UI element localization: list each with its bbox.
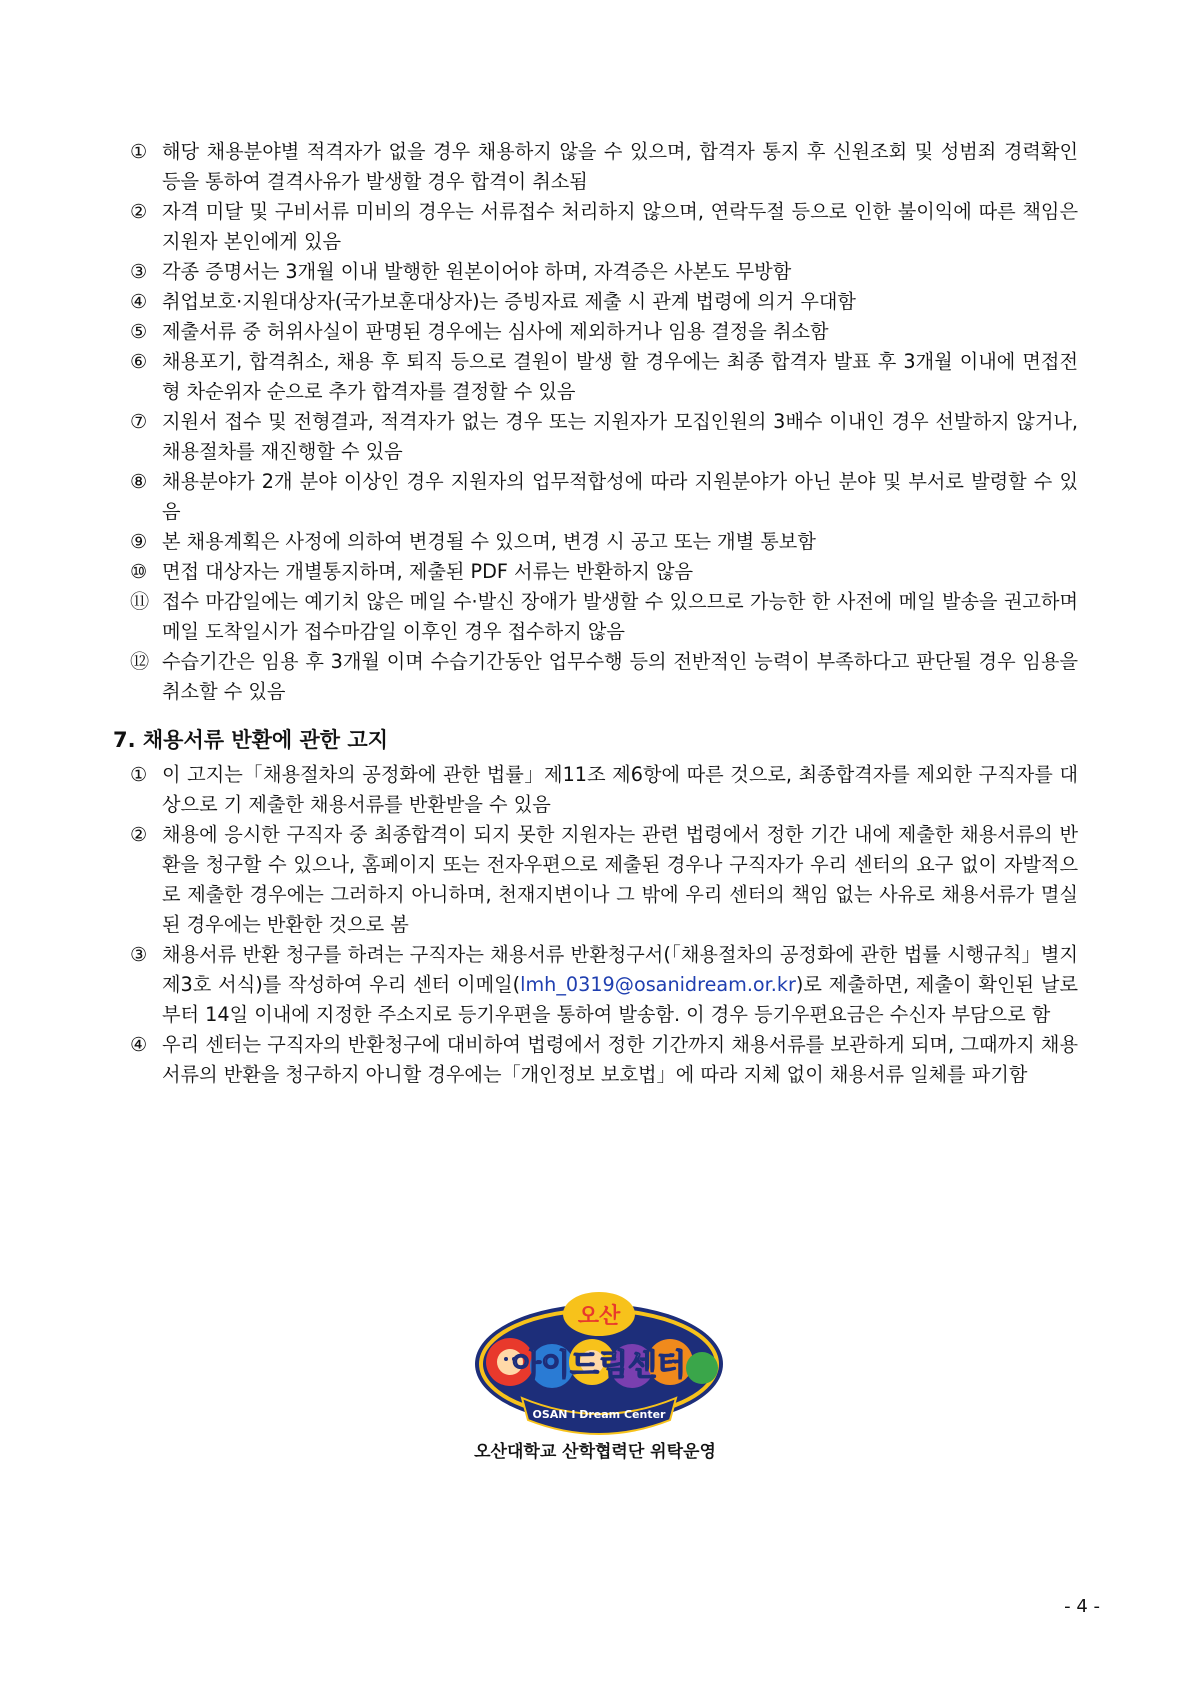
item-number: ⑧: [130, 470, 148, 493]
item-number: ②: [130, 823, 148, 846]
list-item: [130, 197, 1078, 257]
section-heading: 7. 채용서류 반환에 관한 고지: [113, 728, 388, 752]
list-item: [130, 820, 1078, 940]
item-text: 취업보호·지원대상자(국가보훈대상자)는 증빙자료 제출 시 관계 법령에 의거 우대함: [162, 290, 856, 313]
item-text: 면접 대상자는 개별통지하며, 제출된 PDF 서류는 반환하지 않음: [162, 560, 694, 583]
list-item: [130, 257, 1078, 287]
list-item: [130, 557, 1078, 587]
item-text: 자격 미달 및 구비서류 미비의 경우는 서류접수 처리하지 않으며, 연락두절 등으로 인한 불이익에 따른 책임은 지원자 본인에게 있음: [162, 200, 1078, 253]
list-item: [130, 587, 1078, 647]
item-number: ②: [130, 200, 148, 223]
item-text-before-email: 채용서류 반환 청구를 하려는 구직자는 채용서류 반환청구서(「채용절차의 공정화에 관한 법률 시행규칙」별지 제3호 서식)를 작성하여 우리 센터 이메일(: [162, 943, 1078, 996]
email-address[interactable]: lmh_0319@osanidream.or.kr: [520, 973, 796, 996]
logo-face-eye: [504, 1357, 508, 1361]
list-item: [130, 347, 1078, 407]
item-number: ⑪: [130, 590, 150, 613]
item-number: ①: [130, 763, 148, 786]
item-text: 채용에 응시한 구직자 중 최종합격이 되지 못한 지원자는 관련 법령에서 정한 기간 내에 제출한 채용서류의 반환을 청구할 수 있으나, 홈페이지 또는 전자우편으로 제출된 경우나 구직자가 우리 센터의 요구 없이 자발적으로 제출한 경우에는 그러하지 아니하며, 천재지변이나 그 밖에 우리 센터의 책임 없는 사유로 채용서류가 멸실된 경우에는 반환한 것으로 봄: [162, 823, 1078, 936]
list-item: [130, 940, 1078, 1030]
list-item: [130, 647, 1078, 707]
item-number: ③: [130, 943, 148, 966]
item-text: 채용포기, 합격취소, 채용 후 퇴직 등으로 결원이 발생 할 경우에는 최종 합격자 발표 후 3개월 이내에 면접전형 차순위자 순으로 추가 합격자를 결정할 수 있음: [162, 350, 1078, 403]
list-item: [130, 760, 1078, 820]
item-text: 지원서 접수 및 전형결과, 적격자가 없는 경우 또는 지원자가 모집인원의 3배수 이내인 경우 선발하지 않거나, 채용절차를 재진행할 수 있음: [162, 410, 1078, 463]
item-number: ⑥: [130, 350, 148, 373]
item-text: 각종 증명서는 3개월 이내 발행한 원본이어야 하며, 자격증은 사본도 무방함: [162, 260, 792, 283]
logo-blob: [686, 1352, 718, 1384]
list-item: [130, 527, 1078, 557]
list-item: [130, 467, 1078, 527]
return-notice-list: [130, 760, 1078, 1090]
operator-caption: 오산대학교 산학협력단 위탁운영: [474, 1442, 716, 1462]
item-text: 채용분야가 2개 분야 이상인 경우 지원자의 업무적합성에 따라 지원분야가 아닌 분야 및 부서로 발령할 수 있음: [162, 470, 1078, 523]
item-number: ⑫: [130, 650, 150, 673]
logo-top-text: 오산: [577, 1304, 621, 1329]
item-text-after-email: )로 제출하면, 제출이 확인된 날로부터 14일 이내에 지정한 주소지로 등기우편을 통하여 발송함. 이 경우 등기우편요금은 수신자 부담으로 함: [162, 973, 1078, 1026]
item-number: ⑨: [130, 530, 148, 553]
logo-graphic: [470, 1280, 728, 1442]
item-number: ⑤: [130, 320, 148, 343]
item-text: 우리 센터는 구직자의 반환청구에 대비하여 법령에서 정한 기간까지 채용서류를 보관하게 되며, 그때까지 채용서류의 반환을 청구하지 아니할 경우에는「개인정보 보호법」에 따라 지체 없이 채용서류 일체를 파기함: [162, 1033, 1078, 1086]
item-number: ④: [130, 1033, 148, 1056]
item-text: 수습기간은 임용 후 3개월 이며 수습기간동안 업무수행 등의 전반적인 능력이 부족하다고 판단될 경우 임용을 취소할 수 있음: [162, 650, 1078, 703]
item-text: 제출서류 중 허위사실이 판명된 경우에는 심사에 제외하거나 임용 결정을 취소함: [162, 320, 829, 343]
item-text: 이 고지는「채용절차의 공정화에 관한 법률」제11조 제6항에 따른 것으로, 최종합격자를 제외한 구직자를 대상으로 기 제출한 채용서류를 반환받을 수 있음: [162, 763, 1078, 816]
item-number: ③: [130, 260, 148, 283]
center-logo: [470, 1280, 728, 1442]
item-number: ①: [130, 140, 148, 163]
logo-main-text: 아이드림센터: [512, 1348, 686, 1383]
list-item: [130, 407, 1078, 467]
item-text: 본 채용계획은 사정에 의하여 변경될 수 있으며, 변경 시 공고 또는 개별 통보함: [162, 530, 816, 553]
logo-ribbon-text: OSAN I Dream Center: [532, 1408, 666, 1421]
notice-list: [130, 137, 1078, 707]
list-item: [130, 317, 1078, 347]
list-item: [130, 287, 1078, 317]
item-number: ⑩: [130, 560, 148, 583]
item-text: [162, 940, 1078, 1030]
list-item: [130, 137, 1078, 197]
item-number: ④: [130, 290, 148, 313]
page-number: - 4 -: [1064, 1596, 1100, 1617]
item-number: ⑦: [130, 410, 148, 433]
item-text: 접수 마감일에는 예기치 않은 메일 수·발신 장애가 발생할 수 있으므로 가능한 한 사전에 메일 발송을 권고하며 메일 도착일시가 접수마감일 이후인 경우 접수하지 않음: [162, 590, 1078, 643]
list-item: [130, 1030, 1078, 1090]
item-text: 해당 채용분야별 적격자가 없을 경우 채용하지 않을 수 있으며, 합격자 통지 후 신원조회 및 성범죄 경력확인 등을 통하여 결격사유가 발생할 경우 합격이 취소됨: [162, 140, 1078, 193]
